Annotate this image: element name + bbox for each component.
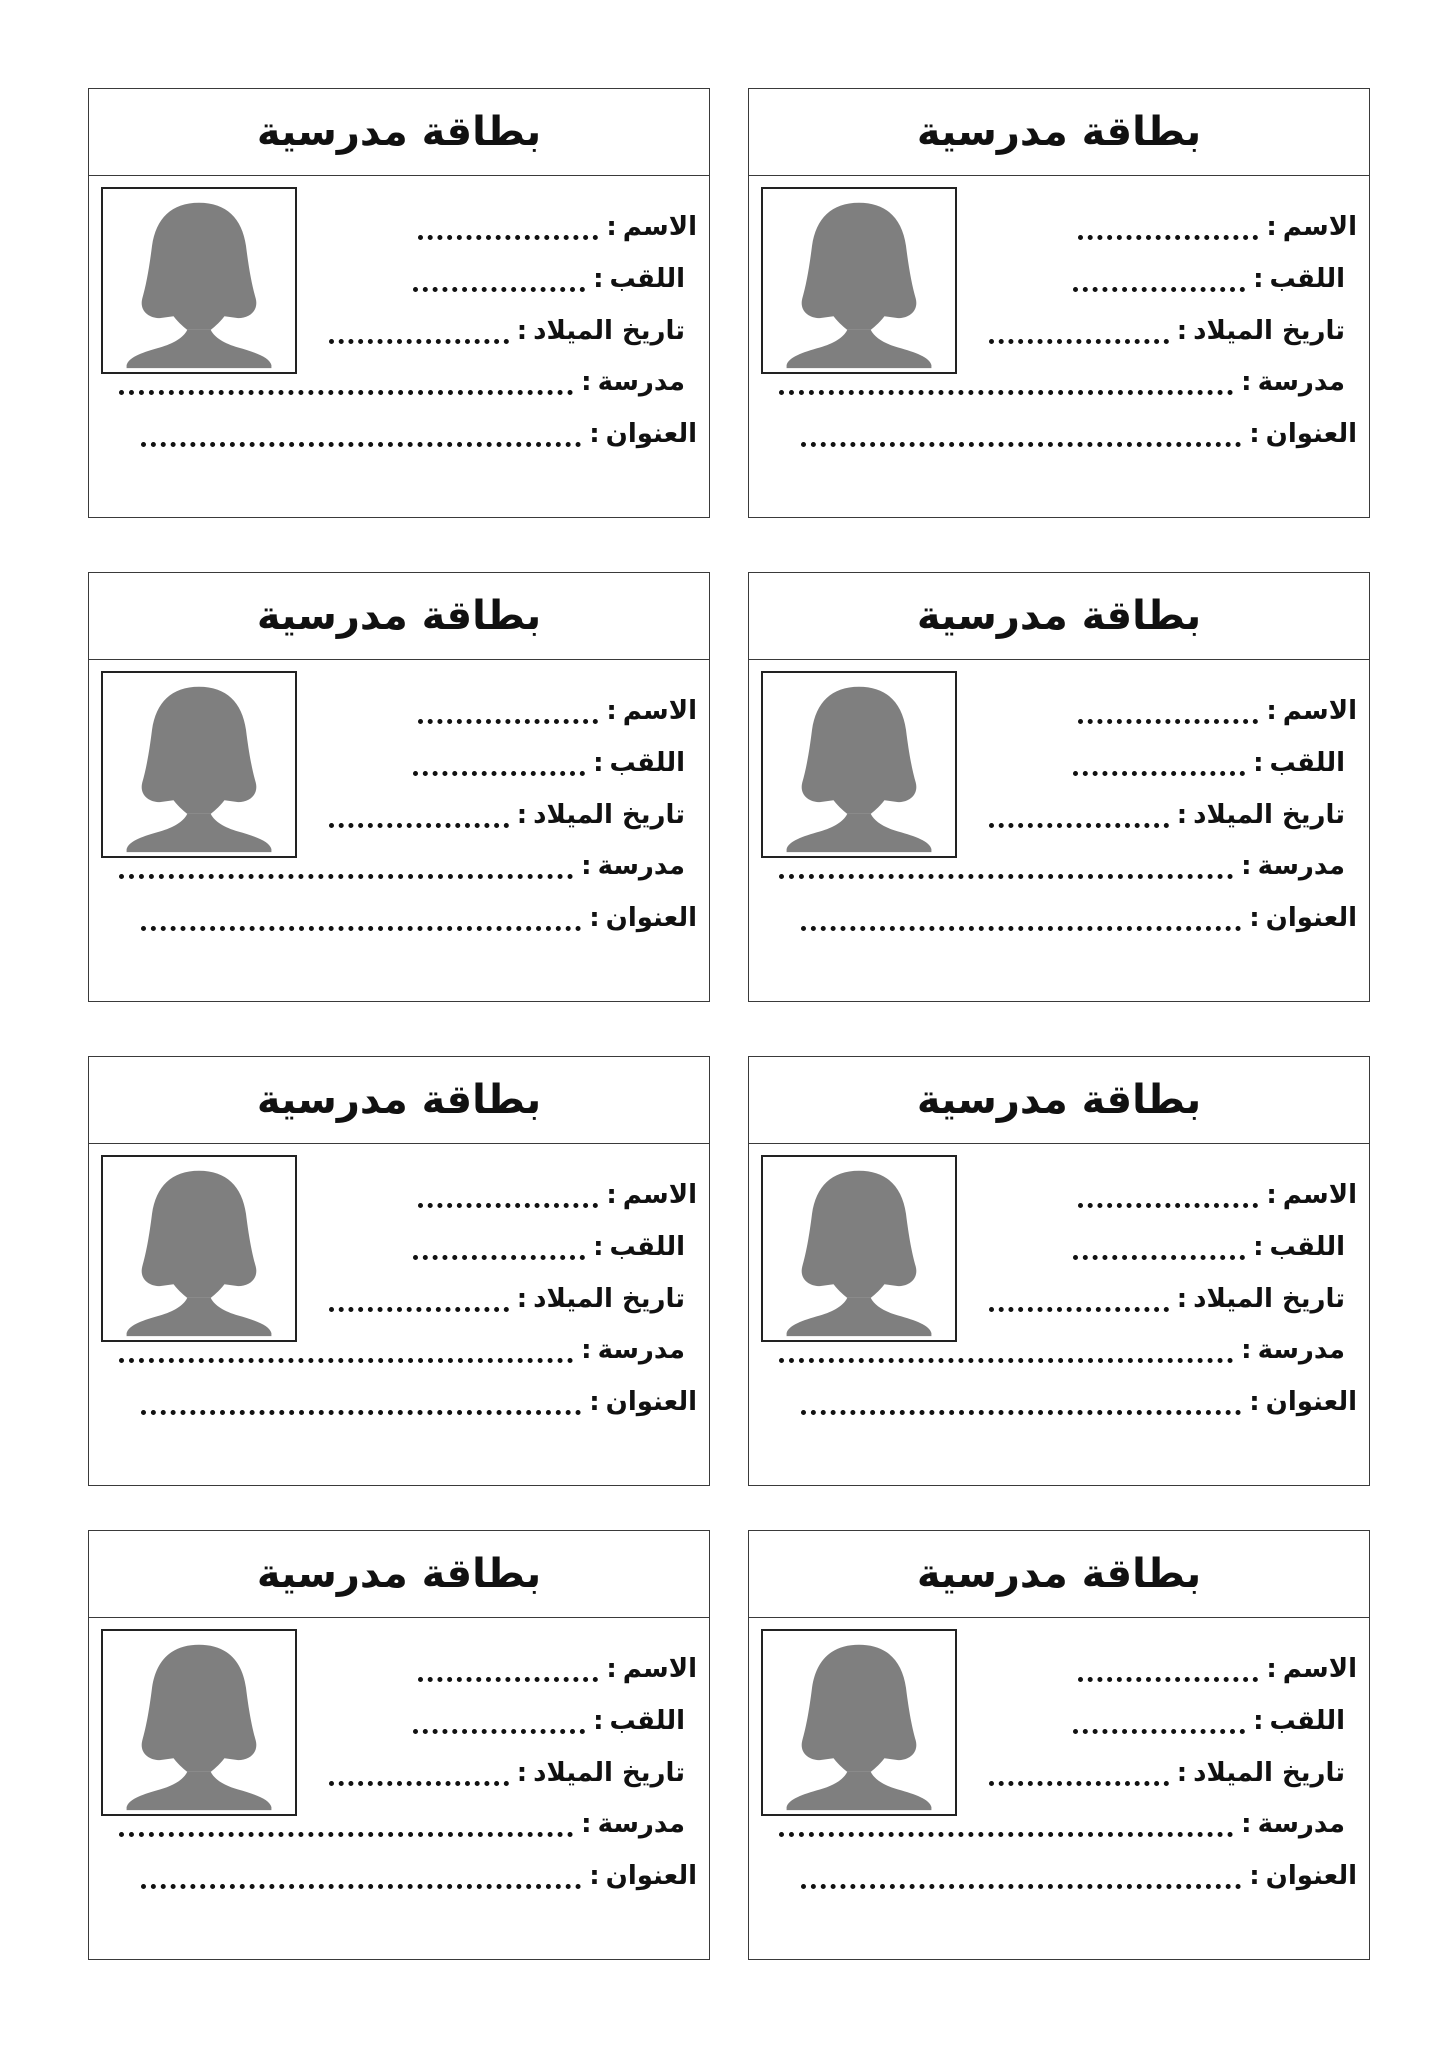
field-name xyxy=(418,1175,697,1215)
school-card-2 xyxy=(88,88,710,518)
field-birth-date xyxy=(329,795,685,835)
field-birth-date-label: تاريخ الميلاد xyxy=(533,316,685,346)
field-colon: : xyxy=(1176,316,1188,346)
field-address-label: العنوان xyxy=(605,1861,697,1891)
field-address xyxy=(141,1856,697,1896)
field-school xyxy=(119,846,685,886)
field-colon: : xyxy=(1249,419,1260,449)
school-card-5 xyxy=(748,1056,1370,1486)
female-avatar-placeholder-icon xyxy=(763,673,955,856)
name-blank-line[interactable] xyxy=(1078,1673,1258,1682)
female-avatar-placeholder-icon xyxy=(103,673,295,856)
field-colon: : xyxy=(606,1180,617,1210)
field-birth-date-label: تاريخ الميلاد xyxy=(1193,1284,1345,1314)
field-birth-date-label: تاريخ الميلاد xyxy=(533,1758,685,1788)
school-blank-line[interactable] xyxy=(779,386,1233,395)
field-birth-date xyxy=(989,795,1345,835)
card-header xyxy=(89,89,709,176)
card-title: بطاقة مدرسية xyxy=(916,1077,1202,1123)
surname-blank-line[interactable] xyxy=(1073,283,1245,292)
field-colon: : xyxy=(1249,1387,1260,1417)
field-colon: : xyxy=(1253,264,1264,294)
field-birth-date xyxy=(989,1753,1345,1793)
school-card-1 xyxy=(748,88,1370,518)
school-blank-line[interactable] xyxy=(119,386,573,395)
field-name xyxy=(1078,1649,1357,1689)
photo-frame xyxy=(761,1155,957,1342)
field-surname-label: اللقب xyxy=(1269,748,1345,778)
field-school-label: مدرسة xyxy=(1257,1809,1345,1839)
field-surname xyxy=(413,259,685,299)
field-school-label: مدرسة xyxy=(1257,1335,1345,1365)
school-blank-line[interactable] xyxy=(779,1354,1233,1363)
photo-frame xyxy=(761,187,957,374)
field-colon: : xyxy=(1249,903,1260,933)
field-name xyxy=(1078,691,1357,731)
birth-date-blank-line[interactable] xyxy=(329,1777,509,1786)
field-surname xyxy=(1073,1227,1345,1267)
female-avatar-placeholder-icon xyxy=(103,1157,295,1340)
female-avatar-placeholder-icon xyxy=(763,189,955,372)
field-surname xyxy=(1073,1701,1345,1741)
field-birth-date xyxy=(329,311,685,351)
school-card-3 xyxy=(748,572,1370,1002)
field-address xyxy=(141,898,697,938)
field-colon: : xyxy=(1176,800,1188,830)
school-blank-line[interactable] xyxy=(779,870,1233,879)
photo-frame xyxy=(101,1155,297,1342)
school-blank-line[interactable] xyxy=(779,1828,1233,1837)
field-birth-date-label: تاريخ الميلاد xyxy=(533,1284,685,1314)
field-address-label: العنوان xyxy=(1265,1861,1357,1891)
name-blank-line[interactable] xyxy=(1078,715,1258,724)
card-title: بطاقة مدرسية xyxy=(256,109,542,155)
card-title: بطاقة مدرسية xyxy=(256,593,542,639)
address-blank-line[interactable] xyxy=(141,922,581,931)
field-birth-date xyxy=(329,1279,685,1319)
field-colon: : xyxy=(516,800,528,830)
field-surname-label: اللقب xyxy=(1269,264,1345,294)
field-address xyxy=(801,1382,1357,1422)
field-address xyxy=(801,1856,1357,1896)
field-birth-date-label: تاريخ الميلاد xyxy=(1193,800,1345,830)
field-name xyxy=(418,207,697,247)
field-colon: : xyxy=(589,1387,600,1417)
field-school-label: مدرسة xyxy=(597,1335,685,1365)
school-card-8 xyxy=(88,1530,710,1960)
field-name xyxy=(1078,207,1357,247)
field-colon: : xyxy=(1241,851,1252,881)
field-colon: : xyxy=(1253,1232,1264,1262)
photo-frame xyxy=(101,1629,297,1816)
field-colon: : xyxy=(593,1232,604,1262)
name-blank-line[interactable] xyxy=(418,1673,598,1682)
school-blank-line[interactable] xyxy=(119,1828,573,1837)
address-blank-line[interactable] xyxy=(801,1880,1241,1889)
card-title: بطاقة مدرسية xyxy=(916,1551,1202,1597)
field-colon: : xyxy=(1266,212,1277,242)
field-name xyxy=(418,1649,697,1689)
field-birth-date-label: تاريخ الميلاد xyxy=(533,800,685,830)
field-colon: : xyxy=(1241,1809,1252,1839)
birth-date-blank-line[interactable] xyxy=(329,335,509,344)
field-school xyxy=(119,362,685,402)
field-birth-date xyxy=(329,1753,685,1793)
photo-frame xyxy=(761,671,957,858)
name-blank-line[interactable] xyxy=(418,715,598,724)
address-blank-line[interactable] xyxy=(801,1406,1241,1415)
address-blank-line[interactable] xyxy=(141,1880,581,1889)
field-name-label: الاسم xyxy=(622,1654,697,1684)
field-address-label: العنوان xyxy=(1265,419,1357,449)
field-surname-label: اللقب xyxy=(609,264,685,294)
field-name-label: الاسم xyxy=(1282,212,1357,242)
name-blank-line[interactable] xyxy=(418,231,598,240)
field-colon: : xyxy=(1176,1284,1188,1314)
surname-blank-line[interactable] xyxy=(413,1251,585,1260)
name-blank-line[interactable] xyxy=(1078,231,1258,240)
surname-blank-line[interactable] xyxy=(1073,767,1245,776)
field-colon: : xyxy=(1241,367,1252,397)
address-blank-line[interactable] xyxy=(801,438,1241,447)
field-birth-date xyxy=(989,311,1345,351)
card-title: بطاقة مدرسية xyxy=(256,1551,542,1597)
field-surname-label: اللقب xyxy=(1269,1706,1345,1736)
address-blank-line[interactable] xyxy=(801,922,1241,931)
field-name-label: الاسم xyxy=(622,212,697,242)
field-address-label: العنوان xyxy=(605,903,697,933)
field-colon: : xyxy=(589,903,600,933)
field-school xyxy=(779,1330,1345,1370)
school-card-7 xyxy=(748,1530,1370,1960)
card-header xyxy=(89,573,709,660)
field-colon: : xyxy=(516,1284,528,1314)
card-header xyxy=(749,89,1369,176)
field-colon: : xyxy=(581,851,592,881)
field-name-label: الاسم xyxy=(1282,1654,1357,1684)
surname-blank-line[interactable] xyxy=(1073,1251,1245,1260)
field-school xyxy=(119,1330,685,1370)
field-surname xyxy=(413,1227,685,1267)
field-colon: : xyxy=(1266,696,1277,726)
card-header xyxy=(749,1531,1369,1618)
surname-blank-line[interactable] xyxy=(413,767,585,776)
field-address-label: العنوان xyxy=(605,419,697,449)
birth-date-blank-line[interactable] xyxy=(329,1303,509,1312)
field-school-label: مدرسة xyxy=(597,851,685,881)
birth-date-blank-line[interactable] xyxy=(329,819,509,828)
address-blank-line[interactable] xyxy=(141,438,581,447)
surname-blank-line[interactable] xyxy=(1073,1725,1245,1734)
field-birth-date-label: تاريخ الميلاد xyxy=(1193,1758,1345,1788)
field-colon: : xyxy=(1253,1706,1264,1736)
surname-blank-line[interactable] xyxy=(413,1725,585,1734)
birth-date-blank-line[interactable] xyxy=(989,1303,1169,1312)
field-colon: : xyxy=(606,212,617,242)
field-name-label: الاسم xyxy=(622,1180,697,1210)
field-colon: : xyxy=(1253,748,1264,778)
field-school-label: مدرسة xyxy=(1257,367,1345,397)
field-surname xyxy=(1073,259,1345,299)
field-name-label: الاسم xyxy=(1282,1180,1357,1210)
field-colon: : xyxy=(606,696,617,726)
field-colon: : xyxy=(1176,1758,1188,1788)
field-colon: : xyxy=(593,748,604,778)
photo-frame xyxy=(101,671,297,858)
field-school-label: مدرسة xyxy=(597,367,685,397)
card-header xyxy=(749,1057,1369,1144)
field-colon: : xyxy=(589,1861,600,1891)
field-school xyxy=(779,362,1345,402)
school-card-6 xyxy=(88,1056,710,1486)
field-school-label: مدرسة xyxy=(1257,851,1345,881)
name-blank-line[interactable] xyxy=(418,1199,598,1208)
field-name xyxy=(1078,1175,1357,1215)
field-birth-date xyxy=(989,1279,1345,1319)
card-title: بطاقة مدرسية xyxy=(916,593,1202,639)
field-address xyxy=(141,414,697,454)
card-header xyxy=(749,573,1369,660)
field-surname-label: اللقب xyxy=(609,748,685,778)
field-surname-label: اللقب xyxy=(609,1706,685,1736)
field-colon: : xyxy=(581,1335,592,1365)
field-school xyxy=(779,846,1345,886)
school-blank-line[interactable] xyxy=(119,870,573,879)
birth-date-blank-line[interactable] xyxy=(989,819,1169,828)
field-name-label: الاسم xyxy=(1282,696,1357,726)
field-school xyxy=(779,1804,1345,1844)
field-colon: : xyxy=(581,367,592,397)
field-colon: : xyxy=(1241,1335,1252,1365)
field-address xyxy=(141,1382,697,1422)
surname-blank-line[interactable] xyxy=(413,283,585,292)
field-colon: : xyxy=(589,419,600,449)
field-name-label: الاسم xyxy=(622,696,697,726)
card-title: بطاقة مدرسية xyxy=(916,109,1202,155)
field-colon: : xyxy=(593,264,604,294)
birth-date-blank-line[interactable] xyxy=(989,335,1169,344)
field-colon: : xyxy=(593,1706,604,1736)
name-blank-line[interactable] xyxy=(1078,1199,1258,1208)
field-surname-label: اللقب xyxy=(609,1232,685,1262)
card-header xyxy=(89,1531,709,1618)
birth-date-blank-line[interactable] xyxy=(989,1777,1169,1786)
photo-frame xyxy=(761,1629,957,1816)
female-avatar-placeholder-icon xyxy=(103,189,295,372)
field-surname xyxy=(1073,743,1345,783)
field-colon: : xyxy=(606,1654,617,1684)
card-header xyxy=(89,1057,709,1144)
field-address-label: العنوان xyxy=(605,1387,697,1417)
field-surname xyxy=(413,743,685,783)
field-surname xyxy=(413,1701,685,1741)
school-blank-line[interactable] xyxy=(119,1354,573,1363)
field-colon: : xyxy=(1266,1654,1277,1684)
field-birth-date-label: تاريخ الميلاد xyxy=(1193,316,1345,346)
field-surname-label: اللقب xyxy=(1269,1232,1345,1262)
school-card-4 xyxy=(88,572,710,1002)
field-address xyxy=(801,898,1357,938)
field-address-label: العنوان xyxy=(1265,1387,1357,1417)
field-address-label: العنوان xyxy=(1265,903,1357,933)
photo-frame xyxy=(101,187,297,374)
female-avatar-placeholder-icon xyxy=(103,1631,295,1814)
field-school-label: مدرسة xyxy=(597,1809,685,1839)
field-colon: : xyxy=(1266,1180,1277,1210)
field-colon: : xyxy=(516,1758,528,1788)
field-colon: : xyxy=(581,1809,592,1839)
female-avatar-placeholder-icon xyxy=(763,1631,955,1814)
address-blank-line[interactable] xyxy=(141,1406,581,1415)
field-name xyxy=(418,691,697,731)
female-avatar-placeholder-icon xyxy=(763,1157,955,1340)
field-colon: : xyxy=(516,316,528,346)
field-colon: : xyxy=(1249,1861,1260,1891)
field-school xyxy=(119,1804,685,1844)
card-title: بطاقة مدرسية xyxy=(256,1077,542,1123)
field-address xyxy=(801,414,1357,454)
